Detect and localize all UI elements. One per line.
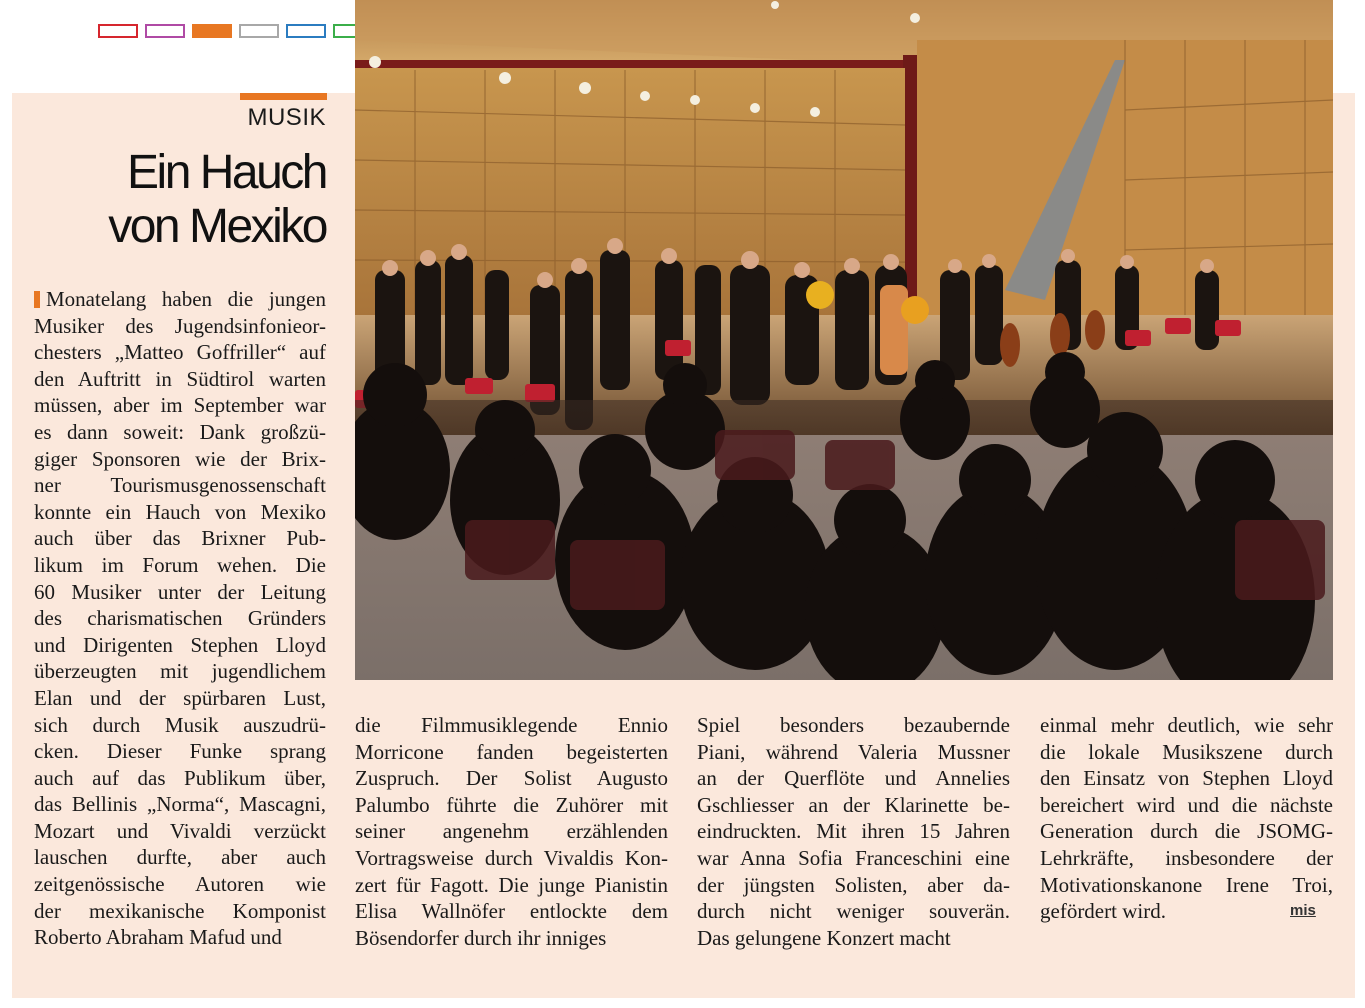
text-line: Generation durch die JSOMG- [1040,819,1333,844]
text-line: der jüngsten Solisten, aber da- [697,872,1010,897]
section-tab-3 [192,24,232,38]
section-tab-2 [145,24,185,38]
author-initials: mis [1290,902,1316,919]
text-line: Mozart und Vivaldi verzückt [34,818,326,843]
text-line: Zuspruch. Der Solist Augusto [355,766,668,791]
text-line: die lokale Musikszene durch [1040,739,1333,764]
text-line: überzeugten mit jugendlichem [34,659,326,684]
text-line: Lehrkräfte, insbesondere der [1040,845,1333,870]
text-line: Morricone fanden begeisterten [355,739,668,764]
text-line: eindruckten. Mit ihren 15 Jahren [697,819,1010,844]
text-line: die Filmmusiklegende Ennio [355,713,668,737]
article-headline [30,146,326,254]
headline-line-1: Ein Hauch [127,146,326,199]
text-line: zeitgenössische Autoren wie [34,872,326,897]
concert-photo [355,0,1333,680]
text-line: 60 Musiker unter der Leitung [34,579,326,604]
article-column-4 [1040,712,1333,925]
category-accent-bar [240,93,327,100]
text-line: Vortragsweise durch Vivaldis Kon- [355,845,668,870]
section-tab-4 [239,24,279,38]
text-line: das Bellinis „Norma“, Mascagni, [34,792,326,817]
text-line: Roberto Abraham Mafud und [34,925,282,950]
text-line: chesters „Matteo Goffriller“ auf [34,340,326,365]
text-line: auch auf das Publikum über, [34,765,326,790]
text-line: an der Querflöte und Annelies [697,766,1010,791]
article-column-3 [697,712,1010,951]
text-line: bereichert wird und die nächste [1040,792,1333,817]
text-line: konnte ein Hauch von Mexiko [34,499,326,524]
text-line: seiner angenehm erzählenden [355,819,668,844]
text-line: lauschen durfte, aber auch [34,845,326,870]
text-line: müssen, aber im September war [34,393,326,418]
text-line: Motivationskanone Irene Troi, [1040,872,1333,897]
text-line: es dann soweit: Dank großzü- [34,419,326,444]
text-line: sich durch Musik auszudrü- [34,712,326,737]
text-line: und Dirigenten Stephen Lloyd [34,632,326,657]
text-line: cken. Dieser Funke sprang [34,739,326,764]
text-line: Elan und der spürbaren Lust, [34,685,326,710]
text-line: Gschliesser an der Klarinette be- [697,792,1010,817]
category-label: MUSIK [247,104,326,131]
text-line: giger Sponsoren wie der Brix- [34,446,326,471]
section-tab-5 [286,24,326,38]
headline-line-2: von Mexiko [108,200,326,253]
text-line: einmal mehr deutlich, wie sehr [1040,713,1333,737]
text-line: Spiel besonders bezaubernde [697,713,1010,737]
section-tab-1 [98,24,138,38]
text-line: den Einsatz von Stephen Lloyd [1040,766,1333,791]
text-line: des charismatischen Gründers [34,606,326,631]
text-line: Elisa Wallnöfer entlockte dem [355,899,668,924]
text-line: Palumbo führte die Zuhörer mit [355,792,668,817]
text-line: gefördert wird. [1040,899,1166,924]
text-line: durch nicht weniger souverän. [697,899,1010,924]
text-line: Monatelang haben die jungen [34,286,326,313]
text-line: Bösendorfer durch ihr inniges [355,925,607,950]
text-line: likum im Forum wehen. Die [34,552,326,577]
text-line: zert für Fagott. Die junge Pianistin [355,872,668,897]
article-column-1 [34,286,326,951]
text-line: der mexikanische Komponist [34,898,326,923]
paragraph-marker [34,291,40,308]
text-line: ner Tourismusgenossenschaft [34,473,326,498]
article-column-2 [355,712,668,951]
text-line: Piani, während Valeria Mussner [697,739,1010,764]
text-line: war Anna Sofia Franceschini eine [697,845,1010,870]
text-line: den Auftritt in Südtirol warten [34,366,326,391]
text-line: Das gelungene Konzert macht [697,925,951,950]
text-line: Musiker des Jugendsinfonieor- [34,313,326,338]
text-line: auch über das Brixner Pub- [34,526,326,551]
